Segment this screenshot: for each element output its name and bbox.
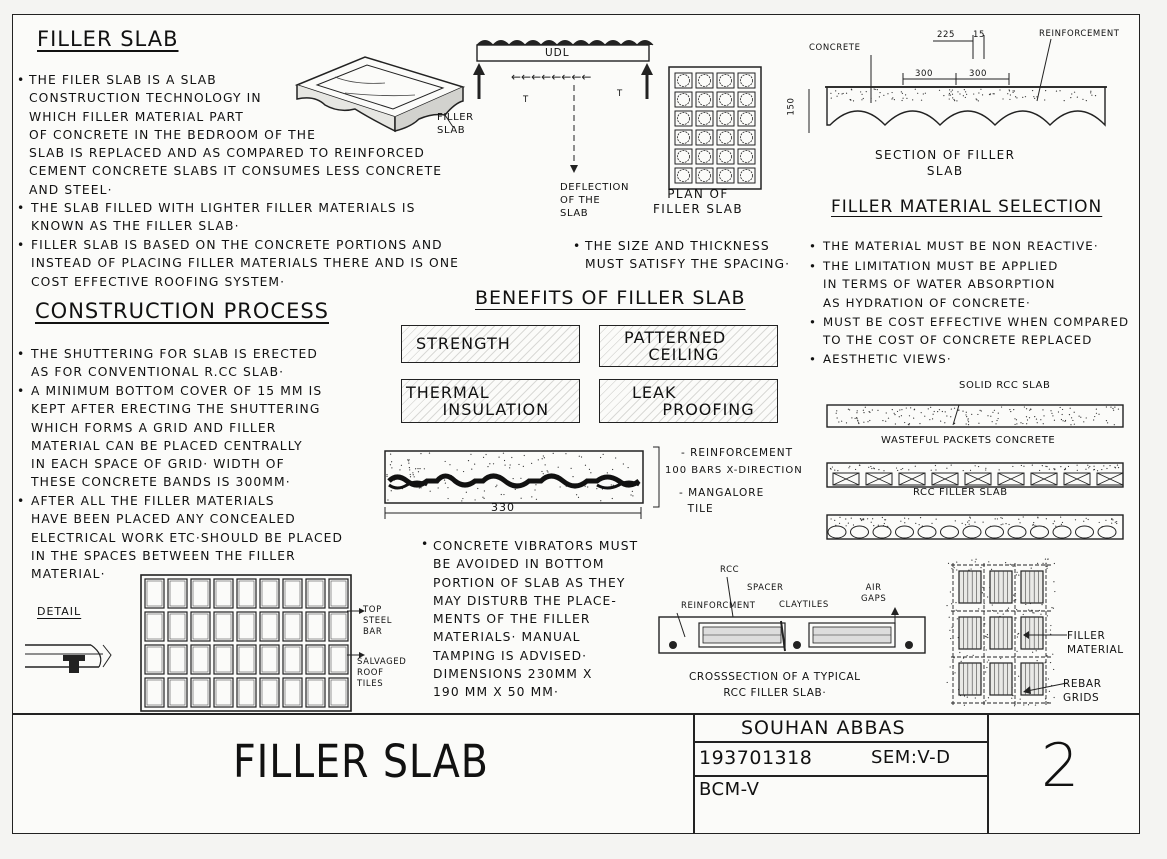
sheet-number: 2 [1041,731,1080,801]
intro-bullet-mark-1: • [17,73,26,87]
dim-300-a: 300 [915,69,934,79]
construction-bullet-2: A MINIMUM BOTTOM COVER OF 15 MM IS KEPT AFTER ERECTING THE SHUTTERING WHICH FORMS A GRID AND FILLER MATERIAL CAN BE PLACED CENTRALLY IN EACH SPACE OF GRID· WIDTH OF THESE CONCRETE BANDS IS 300MM· [31,384,323,490]
title-block-row-line-1 [693,741,987,743]
detail-label: DETAIL [37,605,82,618]
vibrators-text: CONCRETE VIBRATORS MUST BE AVOIDED IN BOTTOM PORTION OF SLAB AS THEY MAY DISTURB THE PLACE- MENTS OF THE FILLER MATERIALS· MANUAL TAMPING IS ADVISED· DIMENSIONS 230MM X 190 MM X 50 MM· [433,539,639,700]
crosssection-drawing [657,575,929,657]
benefit-strength [401,325,580,363]
wasteful-slab-label: WASTEFUL PACKETS CONCRETE [881,435,1056,446]
material-bullet-mark-2: • [809,259,818,273]
detail-drawing [23,637,113,677]
filler-slab-label: RCC FILLER SLAB [913,487,1008,498]
udl-diagram [473,33,658,103]
course: BCM-V [699,779,760,800]
plan-caption: PLAN OF FILLER SLAB [653,187,743,216]
intro-bullet-2: THE SLAB FILLED WITH LIGHTER FILLER MATERIALS IS KNOWN AS THE FILLER SLAB· [31,201,416,234]
material-bullet-2: THE LIMITATION MUST BE APPLIED IN TERMS OF WATER ABSORPTION AS HYDRATION OF CONCRETE· [823,259,1059,310]
deflection-arrow [569,85,581,175]
section-caption: SECTION OF FILLER SLAB [875,148,1016,178]
title-block-divider-2 [987,713,989,833]
benefit-thermal-insulation-label: THERMAL INSULATION [406,383,550,419]
drawing-sheet [12,14,1140,834]
tile-reinforcement-label: - REINFORCEMENT [681,447,794,459]
dim-15: 15 [973,30,986,40]
construction-bullet-1: THE SHUTTERING FOR SLAB IS ERECTED AS FOR CONVENTIONAL R.CC SLAB· [31,347,318,380]
title-block-top-line [13,713,1139,715]
construction-bullet-3: AFTER ALL THE FILLER MATERIALS HAVE BEEN PLACED ANY CONCEALED ELECTRICAL WORK ETC·SHOULD BE PLACED IN THE SPACES BETWEEN THE FILLER MATERIAL· [31,494,344,582]
salvaged-tiles-label: SALVAGED ROOF TILES [357,657,407,689]
title-block-row-line-2 [693,775,987,777]
benefit-leak-proofing-label: LEAK PROOFING [632,383,755,419]
plan-note-mark: • [573,239,582,253]
dim-330-line [383,505,659,519]
solid-slab-label: SOLID RCC SLAB [959,380,1051,391]
section-concrete-label: CONCRETE [809,43,861,53]
crosssection-caption: CROSSSECTION OF A TYPICAL RCC FILLER SLAB· [689,671,861,699]
tile-sketch-label: FILLER SLAB [437,112,474,136]
material-bullet-mark-1: • [809,239,818,253]
semester: SEM:V-D [871,747,951,768]
cs-spacer-label: SPACER [747,583,784,593]
student-name: SOUHAN ABBAS [741,717,906,739]
vibrators-mark: • [421,537,430,551]
construction-bullet-mark-2: • [17,384,26,398]
cs-reinforcement-label: REINFORCMENT [681,601,756,611]
tile-section-bracket [651,445,665,511]
cs-clay-tiles-label: CLAYTILES [779,600,829,610]
material-bullet-3: MUST BE COST EFFECTIVE WHEN COMPARED TO THE COST OF CONCRETE REPLACED [823,315,1130,348]
material-bullet-mark-3: • [809,315,818,329]
tile-mangalore-label: - MANGALORE TILE [679,487,765,515]
salvaged-tile-grid [139,573,353,713]
dim-330: 330 [491,501,515,514]
benefit-patterned-ceiling-label: PATTERNED CEILING [624,328,727,364]
section-reinforcement-label: REINFORCEMENT [1039,29,1120,39]
section-dim-lines [823,29,1113,95]
svg-text:←←←←←←←←: ←←←←←←←← [511,70,592,84]
dim-150: 150 [786,97,797,116]
benefits-title: BENEFITS OF FILLER SLAB [475,287,746,309]
plan-note: THE SIZE AND THICKNESS MUST SATISFY THE SPACING· [585,239,791,272]
benefit-leak-proofing [599,379,778,423]
slab-types-drawing [823,391,1129,531]
construction-bullet-mark-3: • [17,494,26,508]
udl-t-right: T [617,89,623,99]
intro-bullet-mark-3: • [17,238,26,252]
material-bullet-1: THE MATERIAL MUST BE NON REACTIVE· [823,239,1099,253]
plan-grid [667,65,763,191]
construction-bullet-mark-1: • [17,347,26,361]
sheet-title: FILLER SLAB [233,735,489,788]
grid-rebar-label: REBAR GRIDS [1063,678,1102,704]
construction-title: CONSTRUCTION PROCESS [35,299,329,323]
benefit-thermal-insulation [401,379,580,423]
top-steel-bar-label: TOP STEEL BAR [363,605,393,637]
intro-bullet-3: FILLER SLAB IS BASED ON THE CONCRETE PORTIONS AND INSTEAD OF PLACING FILLER MATERIALS THERE AND IS ONE COST EFFECTIVE ROOFING SYSTEM· [31,238,460,289]
benefit-patterned-ceiling [599,325,778,367]
cs-rcc-label: RCC [720,565,740,575]
dim-300-b: 300 [969,69,988,79]
cs-air-gaps-label: AIR GAPS [861,583,887,604]
roll-number: 193701318 [699,747,813,769]
material-bullet-4: AESTHETIC VIEWS· [823,352,952,366]
grid-filler-label: FILLER MATERIAL [1067,630,1124,656]
tile-bars-label: 100 BARS X-DIRECTION [665,465,803,476]
udl-t-left: T [523,95,529,105]
benefit-strength-label: STRENGTH [416,334,511,353]
intro-bullet-mark-2: • [17,201,26,215]
tile-section-drawing [383,449,647,513]
intro-bullet-1: THE FILER SLAB IS A SLAB CONSTRUCTION TECHNOLOGY IN WHICH FILLER MATERIAL PART OF CONCRETE IN THE BEDROOM OF THE SLAB IS REPLACED AND AS COMPARED TO REINFORCED CEMENT CONCRETE SLABS IT CONSUMES LESS CONCRETE AND STEEL· [29,73,443,197]
dim-225: 225 [937,30,956,40]
udl-label: UDL [545,47,570,59]
intro-title: FILLER SLAB [37,27,179,51]
material-selection-title: FILLER MATERIAL SELECTION [831,197,1103,217]
title-block-divider-1 [693,713,695,833]
material-bullet-mark-4: • [809,352,818,366]
deflection-label: DEFLECTION OF THE SLAB [560,182,630,219]
